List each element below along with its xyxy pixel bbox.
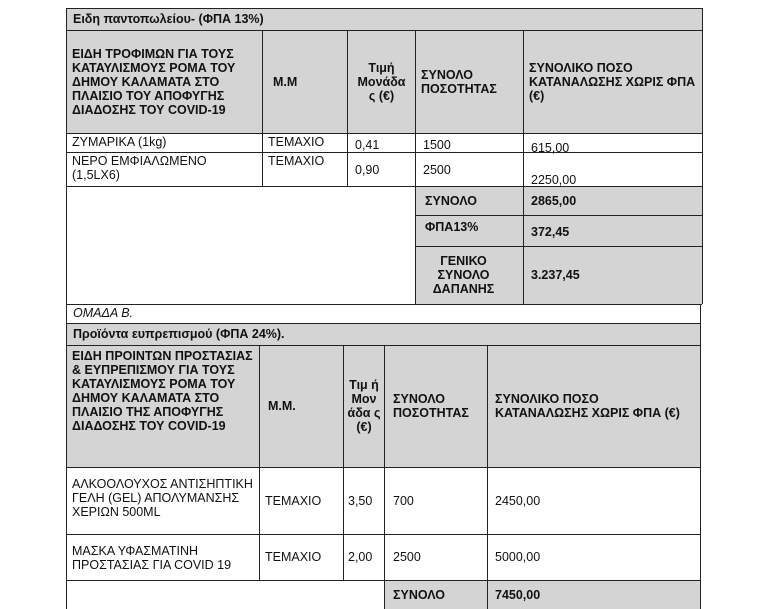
row1-qty: 1500 [423, 138, 451, 152]
section1-header-item: ΕΙΔΗ ΤΡΟΦΙΜΩΝ ΓΙΑ ΤΟΥΣ ΚΑΤΑΥΛΙΣΜΟΥΣ ΡΟΜΑ ΤΟΥ ΔΗΜΟΥ ΚΑΛΑΜΑΤΑ ΣΤΟ ΠΛΑΙΣΙΟ ΤΟΥ ΑΠΟΦΥΓΗΣ ΔΙΑΔΟΣΗΣ ΤΟΥ COVID-19 [72, 46, 236, 117]
section1-summary-value-1: 2865,00 [531, 193, 577, 208]
s2-row2-price: 2,00 [348, 550, 373, 564]
s2-row1-item: ΑΛΚΟΟΛΟΥΧΟΣ ΑΝΤΙΣΗΠΤΙΚΗ ΓΕΛΗ (GEL) ΑΠΟΛΥΜΑΝΣΗΣ ΧΕΡΙΩΝ 500ML [72, 477, 253, 519]
section1-summary-label-3: ΓΕΝΙΚΟ ΣΥΝΟΛΟ ΔΑΠΑΝΗΣ [432, 254, 495, 296]
section1-title: Ειδη παντοπωλείου- (ΦΠΑ 13%) [73, 12, 264, 26]
section1-summary-value-2: 372,45 [531, 225, 570, 239]
row1-item: ΖΥΜΑΡΙΚΑ (1kg) [72, 135, 167, 149]
s2-row1-unit: ΤΕΜΑΧΙΟ [265, 493, 322, 508]
section1-header-qty: ΣΥΝΟΛΟ ΠΟΣΟΤΗΤΑΣ [421, 67, 497, 96]
s2-row2-qty: 2500 [393, 550, 421, 564]
s2-row1-price: 3,50 [348, 493, 373, 508]
group-label: ΟΜΑΔΑ Β. [73, 306, 134, 320]
s2-row2-item: ΜΑΣΚΑ ΥΦΑΣΜΑΤΙΝΗ ΠΡΟΣΤΑΣΙΑΣ ΓΙΑ COVID 19 [72, 544, 232, 572]
section2-header-qty: ΣΥΝΟΛΟ ΠΟΣΟΤΗΤΑΣ [393, 392, 469, 420]
section1-summary-label-2: ΦΠΑ13% [425, 220, 479, 234]
row2-qty: 2500 [423, 163, 451, 177]
s2-row2-total: 5000,00 [495, 550, 541, 564]
section1-header-unit: Μ.Μ [273, 74, 298, 89]
section2-title: Προϊόντα ευπρεπισμού (ΦΠΑ 24%). [73, 327, 285, 341]
section1-summary-value-3: 3.237,45 [531, 268, 580, 282]
row1-price: 0,41 [355, 138, 380, 152]
row2-unit: ΤΕΜΑΧΙΟ [268, 154, 325, 168]
section2-summary-value-1: 7450,00 [495, 587, 541, 602]
section2-header-unit: Μ.Μ. [268, 399, 296, 413]
section2-header-total: ΣΥΝΟΛΙΚΟ ΠΟΣΟ ΚΑΤΑΝΑΛΩΣΗΣ ΧΩΡΙΣ ΦΠΑ (€) [495, 392, 680, 420]
section2-summary-label-1: ΣΥΝΟΛΟ [393, 587, 445, 602]
section2-header-item: ΕΙΔΗ ΠΡΟΙΝΤΩΝ ΠΡΟΣΤΑΣΙΑΣ & ΕΥΠΡΕΠΙΣΜΟΥ ΓΙΑ ΤΟΥΣ ΚΑΤΑΥΛΙΣΜΟΥΣ ΡΟΜΑ ΤΟΥ ΔΗΜΟΥ ΚΑΛΑΜΑΤΑ ΣΤΟ ΠΛΑΙΣΙΟ ΤΗΣ ΑΠΟΦΥΓΗΣ ΔΙΑΔΟΣΗΣ ΤΟΥ COVID-19 [72, 349, 253, 433]
row2-price: 0,90 [355, 163, 380, 177]
s2-row2-unit: ΤΕΜΑΧΙΟ [265, 550, 322, 564]
row1-total: 615,00 [531, 141, 570, 155]
row1-unit: ΤΕΜΑΧΙΟ [268, 135, 325, 149]
section1-header-price: Τιμή Μονάδα ς (€) [357, 60, 406, 103]
section1-summary-label-1: ΣΥΝΟΛΟ [425, 193, 477, 208]
section1-header-total: ΣΥΝΟΛΙΚΟ ΠΟΣΟ ΚΑΤΑΝΑΛΩΣΗΣ ΧΩΡΙΣ ΦΠΑ (€) [529, 60, 696, 103]
section2-header-price: Τιμ ή Μον άδα ς (€) [347, 378, 381, 434]
row2-item: ΝΕΡΟ ΕΜΦΙΑΛΩΜΕΝΟ (1,5LX6) [72, 154, 207, 182]
s2-row1-qty: 700 [393, 493, 414, 508]
s2-row1-total: 2450,00 [495, 493, 541, 508]
row2-total: 2250,00 [531, 173, 577, 187]
